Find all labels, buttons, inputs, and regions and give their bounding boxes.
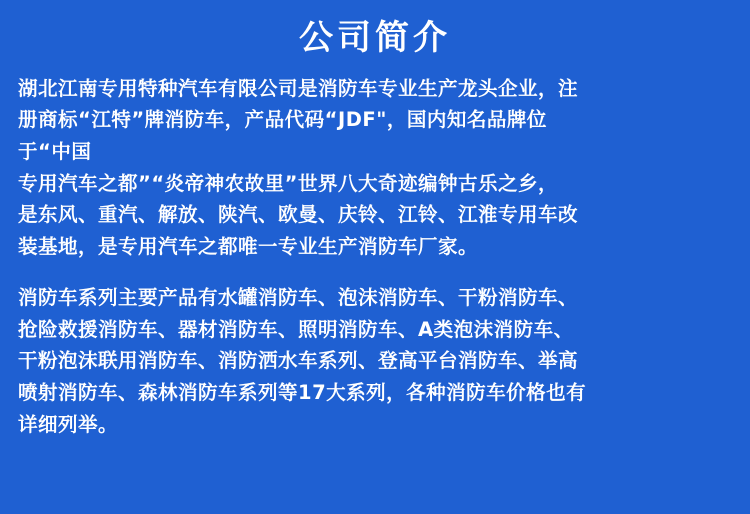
paragraph-intro bbox=[18, 73, 732, 262]
text-line: 册商标“江特”牌消防车，产品代码“JDF"，国内知名品牌位 bbox=[18, 108, 547, 132]
text-line: 干粉泡沫联用消防车、消防洒水车系列、登高平台消防车、举高 bbox=[18, 349, 579, 373]
document-body bbox=[18, 73, 732, 440]
text-line: 消防车系列主要产品有水罐消防车、泡沫消防车、干粉消防车、 bbox=[18, 286, 579, 310]
text-line: 装基地，是专用汽车之都唯一专业生产消防车厂家。 bbox=[18, 234, 479, 258]
text-line: 抢险救援消防车、器材消防车、照明消防车、A类泡沫消防车、 bbox=[18, 317, 574, 341]
text-line: 是东风、重汽、解放、陕汽、欧曼、庆铃、江铃、江淮专用车改 bbox=[18, 203, 579, 227]
text-line: 详细列举。 bbox=[18, 412, 119, 436]
paragraph-products bbox=[18, 282, 732, 440]
page-title: 公司简介 bbox=[299, 18, 451, 58]
text-line: 湖北江南专用特种汽车有限公司是消防车专业生产龙头企业，注 bbox=[18, 76, 579, 100]
text-line: 喷射消防车、森林消防车系列等17大系列，各种消防车价格也有 bbox=[18, 381, 587, 404]
text-line: 专用汽车之都”“炎帝神农故里”世界八大奇迹编钟古乐之乡， bbox=[18, 171, 558, 195]
text-line: 于“中国 bbox=[18, 139, 92, 163]
